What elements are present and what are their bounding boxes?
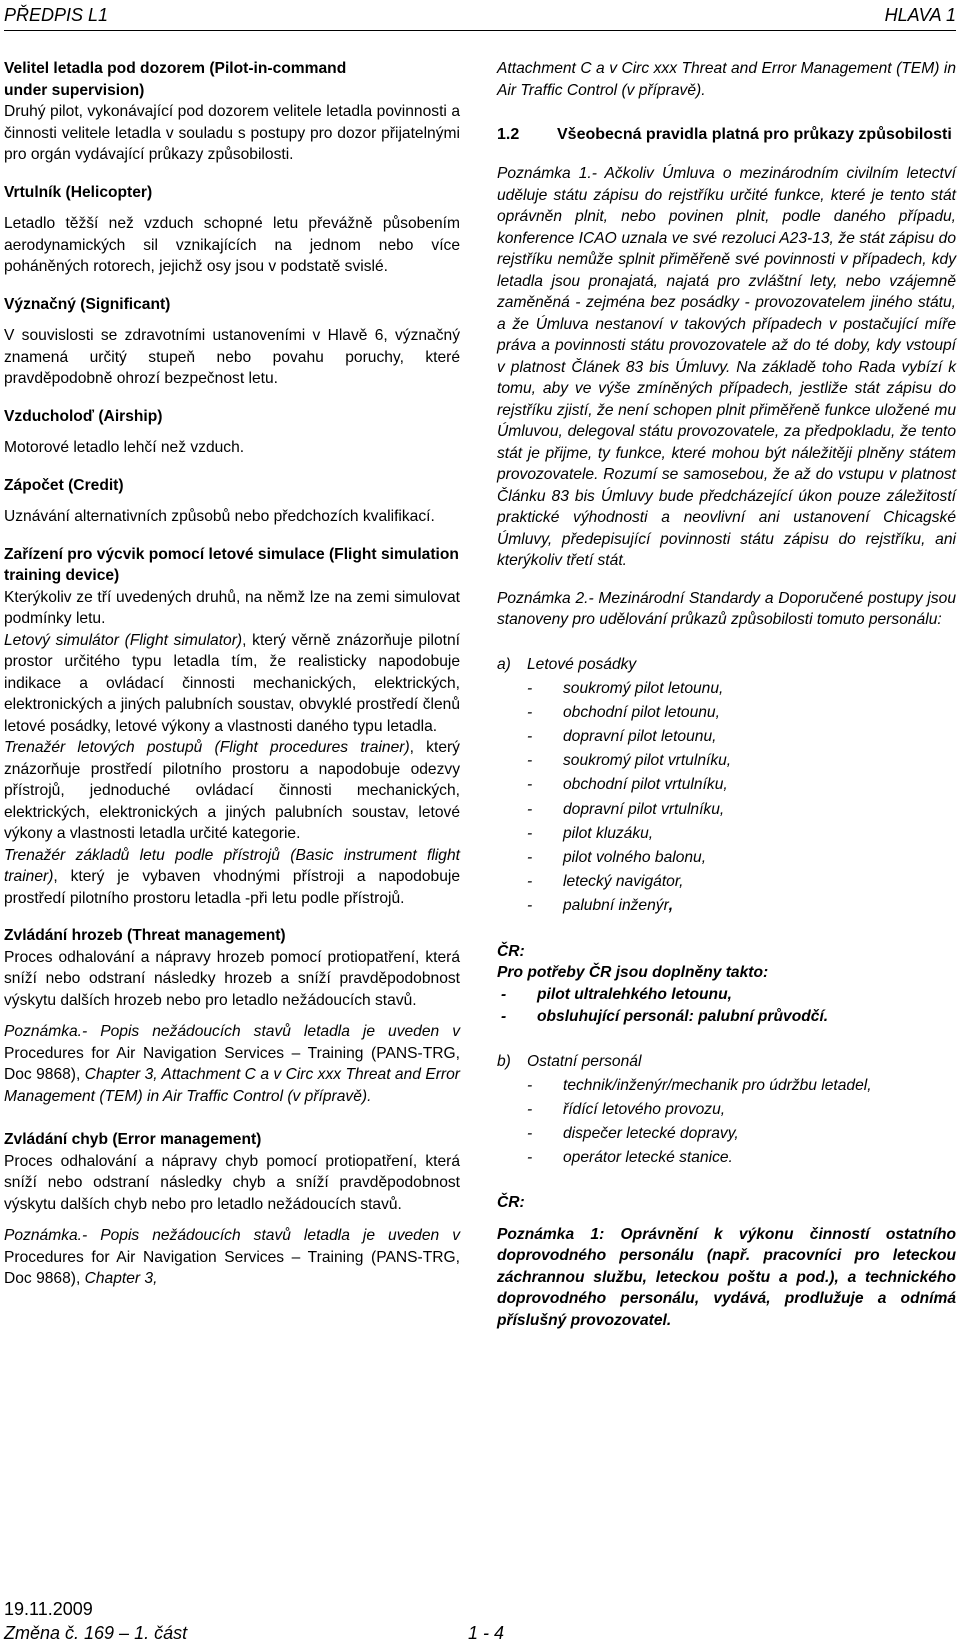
def-body: Kterýkoliv ze tří uvedených druhů, na němž lze na zemi simulovat podmínky letu.: [4, 588, 460, 627]
def-note: Poznámka.- Popis nežádoucích stavů letadla je uveden v Procedures for Air Navigation Services – Training (PANS-TRG, Doc 9868), Chapter 3, Attachment C a v Circ xxx Threat and Error Management (TEM) in Air Traffic Control (v přípravě).: [4, 1023, 460, 1105]
header-chapter: HLAVA 1: [884, 5, 956, 25]
footer-date: 19.11.2009: [4, 1599, 93, 1619]
def-body: Proces odhalování a nápravy hrozeb pomocí protiopatření, která sníží nebo odstraní následky hrozeb a sníží pravděpodobnost výskytu dalších hrozeb nebo pro letadlo nežádoucích stavů.: [4, 948, 460, 1009]
footer-page-number: 1 - 4: [467, 1623, 504, 1643]
list-item: - pilot kluzáku,: [527, 824, 654, 842]
footer-change: Změna č. 169 – 1. část: [4, 1623, 188, 1643]
list-item: - dopravní pilot letounu,: [527, 727, 717, 745]
list-item: - technik/inženýr/mechanik pro údržbu letadel,: [527, 1076, 872, 1094]
cr-intro: Pro potřeby ČR jsou doplněny takto:: [497, 964, 769, 982]
def-threat-management: [4, 925, 460, 1107]
group-b: [497, 1050, 956, 1171]
def-body: Uznávání alternativních způsobů nebo předchozích kvalifikací.: [4, 508, 435, 525]
def-helicopter: [4, 182, 460, 278]
flight-crew-list: [497, 677, 956, 919]
group-a-title: a) Letové posádky: [497, 655, 637, 673]
def-title: Význačný (Significant): [4, 295, 171, 313]
def-note: Poznámka.- Popis nežádoucích stavů letadla je uveden v Procedures for Air Navigation Services – Training (PANS-TRG, Doc 9868), Chapter 3,: [4, 1227, 460, 1287]
other-personnel-list: [497, 1074, 956, 1171]
def-title: Vzducholoď (Airship): [4, 407, 163, 425]
list-item: - obchodní pilot letounu,: [527, 703, 720, 721]
def-title: Zvládání hrozeb (Threat management): [4, 927, 286, 944]
cr-label: ČR:: [497, 1194, 525, 1212]
list-item: - letecký navigátor,: [527, 873, 684, 891]
section-number: 1.2: [497, 126, 520, 143]
list-item: - obchodní pilot vrtulníku,: [527, 776, 728, 794]
list-item: - dispečer letecké dopravy,: [527, 1124, 739, 1142]
fstd-item: Letový simulátor (Flight simulator), který věrně znázorňuje pilotní prostor určitého typu letadla tím, že realisticky napodobuje indikace a ovládací činnosti mechanických, elektrických, elektronických a jiných palubních soustav, obvyklé prostředí členů letové posádky, letové výkony a vlastnosti daného typu letadla.: [4, 631, 461, 735]
def-body: Druhý pilot, vykonávající pod dozorem velitele letadla povinnosti a činnosti velitele letadla v souladu s postupy pro dozor přijatelnými pro orgán vydávající průkazy způsobilosti.: [4, 103, 460, 163]
list-item: - soukromý pilot vrtulníku,: [527, 752, 732, 770]
def-title: Zvládání chyb (Error management): [4, 1131, 262, 1148]
group-a: [497, 653, 956, 919]
list-item: - dopravní pilot vrtulníku,: [527, 800, 725, 818]
section-title: Všeobecná pravidla platná pro průkazy způsobilosti: [557, 126, 952, 143]
note-1: Poznámka 1.- Ačkoliv Úmluva o mezinárodním civilním letectví uděluje státu zápisu do rejstříku určité funkce, které je tento stát oprávněn plnit, nebo povinen plnit, podle daného případu, konference ICAO uznala ve své rezoluci A23-13, že stát zápisu do rejstříku nemůže splnit přiměřeně své povinnosti v případech, kdy letadla jsou pronajatá, najatá pro zvláštní lety, nebo vzájemně zaměněná - zejména bez posádky - provozovatelem jiného státu, a že Úmluva nestanoví v takových případech v postačující míře práva a povinnosti státu provozovatele až do té doby, kdy vstoupí v platnost Článek 83 bis Úmluvy. Na základě toho Rada vybízí k tomu, aby ve výše zmíněných případech, jestliže stát zápisu do rejstříku zjistí, že není schopen plnit přiměřeně funkce uložené mu Úmluvou, delegoval státu provozovatele, za předpokladu, že tento stát je přijme, ty funkce, které mohou být náležitěji plněny státem provozovatele. Rozumí se samosebou, že až do vstupu v platnost Článku 83 bis Úmluvy bude předcházející úkon pouze záležitostí praktické výhodnosti a neovlivní ani ustanovení Chicagské Úmluvy, předepisující povinnosti státu zápisu do rejstříku, ani kterýkoliv třetí stát.: [497, 165, 956, 569]
def-credit: [4, 475, 460, 528]
list-item: - obsluhující personál: palubní průvodčí.: [501, 1007, 829, 1025]
header-regulation: PŘEDPIS L1: [4, 5, 109, 25]
list-item: - palubní inženýr,: [527, 897, 674, 915]
cr-note: Poznámka 1: Oprávnění k výkonu činností ostatního doprovodného personálu (např. pracovníci pro leteckou záchrannou službu, leteckou poštu a pod.), a technického doprovodného personálu, vydává, prodlužuje a odnímá příslušný provozovatel.: [497, 1225, 956, 1329]
def-pilot-in-command: [4, 58, 460, 166]
left-column: [4, 58, 460, 1290]
list-item: - operátor letecké stanice.: [527, 1149, 733, 1167]
cr-addendum-2: [497, 1192, 956, 1331]
fstd-item: Trenažér základů letu podle přístrojů (Basic instrument flight trainer), který je vybaven vhodnými přístroji a napodobuje prostředí pilotního prostoru letadla -při letu podle přístrojů.: [4, 846, 460, 907]
page-footer: [4, 1597, 524, 1645]
def-title: Zařízení pro výcvik pomocí letové simulace (Flight simulation training device): [4, 545, 459, 584]
group-b-title: b) Ostatní personál: [497, 1052, 642, 1070]
def-body: Proces odhalování a nápravy chyb pomocí protiopatření, která sníží nebo odstraní následky chyb a sníží pravděpodobnost výskytu dalších chyb nebo pro letadlo nežádoucích stavů.: [4, 1152, 460, 1213]
section-heading: [497, 123, 956, 147]
list-item: - řídící letového provozu,: [527, 1100, 726, 1118]
cr-list: [497, 984, 956, 1028]
fstd-item: Trenažér letových postupů (Flight procedures trainer), který znázorňuje prostředí pilotního prostoru a napodobuje odezvy přístrojů, jednoduché ovládací činnosti mechanických, elektrických, elektronických a jiných palubních soustav, letové výkony a vlastnosti letadla určité kategorie.: [4, 739, 460, 842]
def-title: Vrtulník (Helicopter): [4, 183, 153, 201]
continued-note: Attachment C a v Circ xxx Threat and Error Management (TEM) in Air Traffic Control (v přípravě).: [497, 60, 956, 99]
def-title: Zápočet (Credit): [4, 476, 124, 494]
def-significant: [4, 294, 460, 390]
def-body: Letadlo těžší než vzduch schopné letu převážně působením aerodynamických sil vznikajících na jednom nebo více poháněných rotorech, jejichž osy jsou v podstatě svislé.: [4, 215, 460, 275]
note-2: Poznámka 2.- Mezinárodní Standardy a Doporučené postupy jsou stanoveny pro udělování průkazů způsobilosti tomuto personálu:: [497, 589, 956, 628]
page-header: [4, 4, 956, 31]
def-body: V souvislosti se zdravotními ustanoveními v Hlavě 6, význačný znamená určitý stupeň nebo povahu poruchy, které pravděpodobně ohrozí bezpečnost letu.: [4, 327, 460, 387]
def-error-management: [4, 1129, 460, 1290]
cr-label: ČR:: [497, 942, 525, 960]
list-item: - pilot ultralehkého letounu,: [501, 985, 732, 1003]
def-body: Motorové letadlo lehčí než vzduch.: [4, 439, 245, 456]
def-fstd: [4, 544, 460, 910]
def-airship: [4, 406, 460, 459]
list-item: - soukromý pilot letounu,: [527, 679, 724, 697]
list-item: - pilot volného balonu,: [527, 848, 707, 866]
cr-addendum-1: [497, 941, 956, 1028]
def-title: Velitel letadla pod dozorem (Pilot-in-command under supervision): [4, 60, 347, 99]
right-column: [497, 58, 956, 1331]
